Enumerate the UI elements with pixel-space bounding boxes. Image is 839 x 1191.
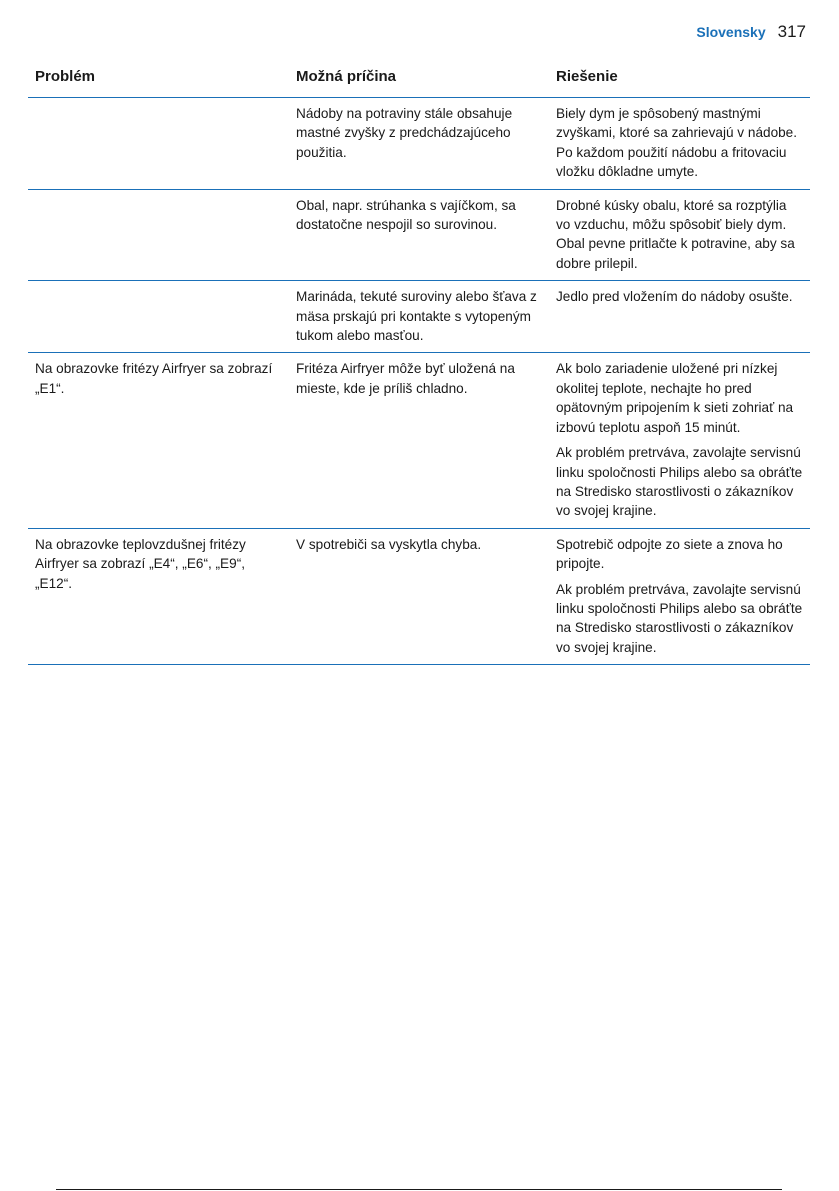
solution-paragraph: Ak problém pretrváva, zavolajte servisnú linku spoločnosti Philips alebo sa obráťte na Stredisko starostlivosti o zákazníkov vo svojej krajine. (556, 581, 803, 655)
problem-cell (28, 281, 289, 353)
table-row (28, 189, 810, 281)
table-row (28, 353, 810, 528)
troubleshooting-table (28, 58, 810, 665)
solution-paragraph: Biely dym je spôsobený mastnými zvyškami, ktoré sa zahrievajú v nádobe. Po každom použití nádobu a fritovaciu vložku dôkladne umyte. (556, 106, 798, 180)
page-header (696, 22, 806, 42)
problem-cell (28, 189, 289, 281)
solution-cell (549, 98, 810, 190)
solution-cell (549, 189, 810, 281)
column-header-solution: Riešenie (549, 58, 810, 98)
column-header-cause: Možná príčina (289, 58, 549, 98)
problem-cell: Na obrazovke teplovzdušnej fritézy Airfryer sa zobrazí „E4“, „E6“, „E9“, „E12“. (28, 528, 289, 664)
table-row (28, 528, 810, 664)
solution-cell (549, 528, 810, 664)
problem-cell: Na obrazovke fritézy Airfryer sa zobrazí „E1“. (28, 353, 289, 528)
cause-cell: Fritéza Airfryer môže byť uložená na mieste, kde je príliš chladno. (289, 353, 549, 528)
page-number: 317 (777, 22, 806, 41)
table-header-row (28, 58, 810, 98)
footer-rule (56, 1189, 782, 1190)
solution-paragraph: Ak problém pretrváva, zavolajte servisnú linku spoločnosti Philips alebo sa obráťte na Stredisko starostlivosti o zákazníkov vo svojej krajine. (556, 445, 803, 519)
table-row (28, 281, 810, 353)
language-label: Slovensky (696, 24, 766, 40)
solution-paragraph: Spotrebič odpojte zo siete a znova ho pripojte. (556, 536, 783, 572)
cause-cell: V spotrebiči sa vyskytla chyba. (289, 528, 549, 664)
cause-cell: Nádoby na potraviny stále obsahuje mastné zvyšky z predchádzajúceho použitia. (289, 98, 549, 190)
column-header-problem: Problém (28, 58, 289, 98)
solution-cell (549, 353, 810, 528)
cause-cell: Marináda, tekuté suroviny alebo šťava z mäsa prskajú pri kontakte s vytopeným tukom alebo masťou. (289, 281, 549, 353)
solution-cell (549, 281, 810, 353)
solution-paragraph: Ak bolo zariadenie uložené pri nízkej okolitej teplote, nechajte ho pred opätovným pripojením k sieti zohriať na izbovú teplotu aspoň 15 minút. (556, 361, 794, 435)
solution-paragraph: Drobné kúsky obalu, ktoré sa rozptýlia vo vzduchu, môžu spôsobiť biely dym. Obal pevne pritlačte k potravine, aby sa dobre prilepil. (556, 197, 795, 271)
solution-paragraph: Jedlo pred vložením do nádoby osušte. (556, 289, 793, 305)
table-row (28, 98, 810, 190)
problem-cell (28, 98, 289, 190)
cause-cell: Obal, napr. strúhanka s vajíčkom, sa dostatočne nespojil so surovinou. (289, 189, 549, 281)
